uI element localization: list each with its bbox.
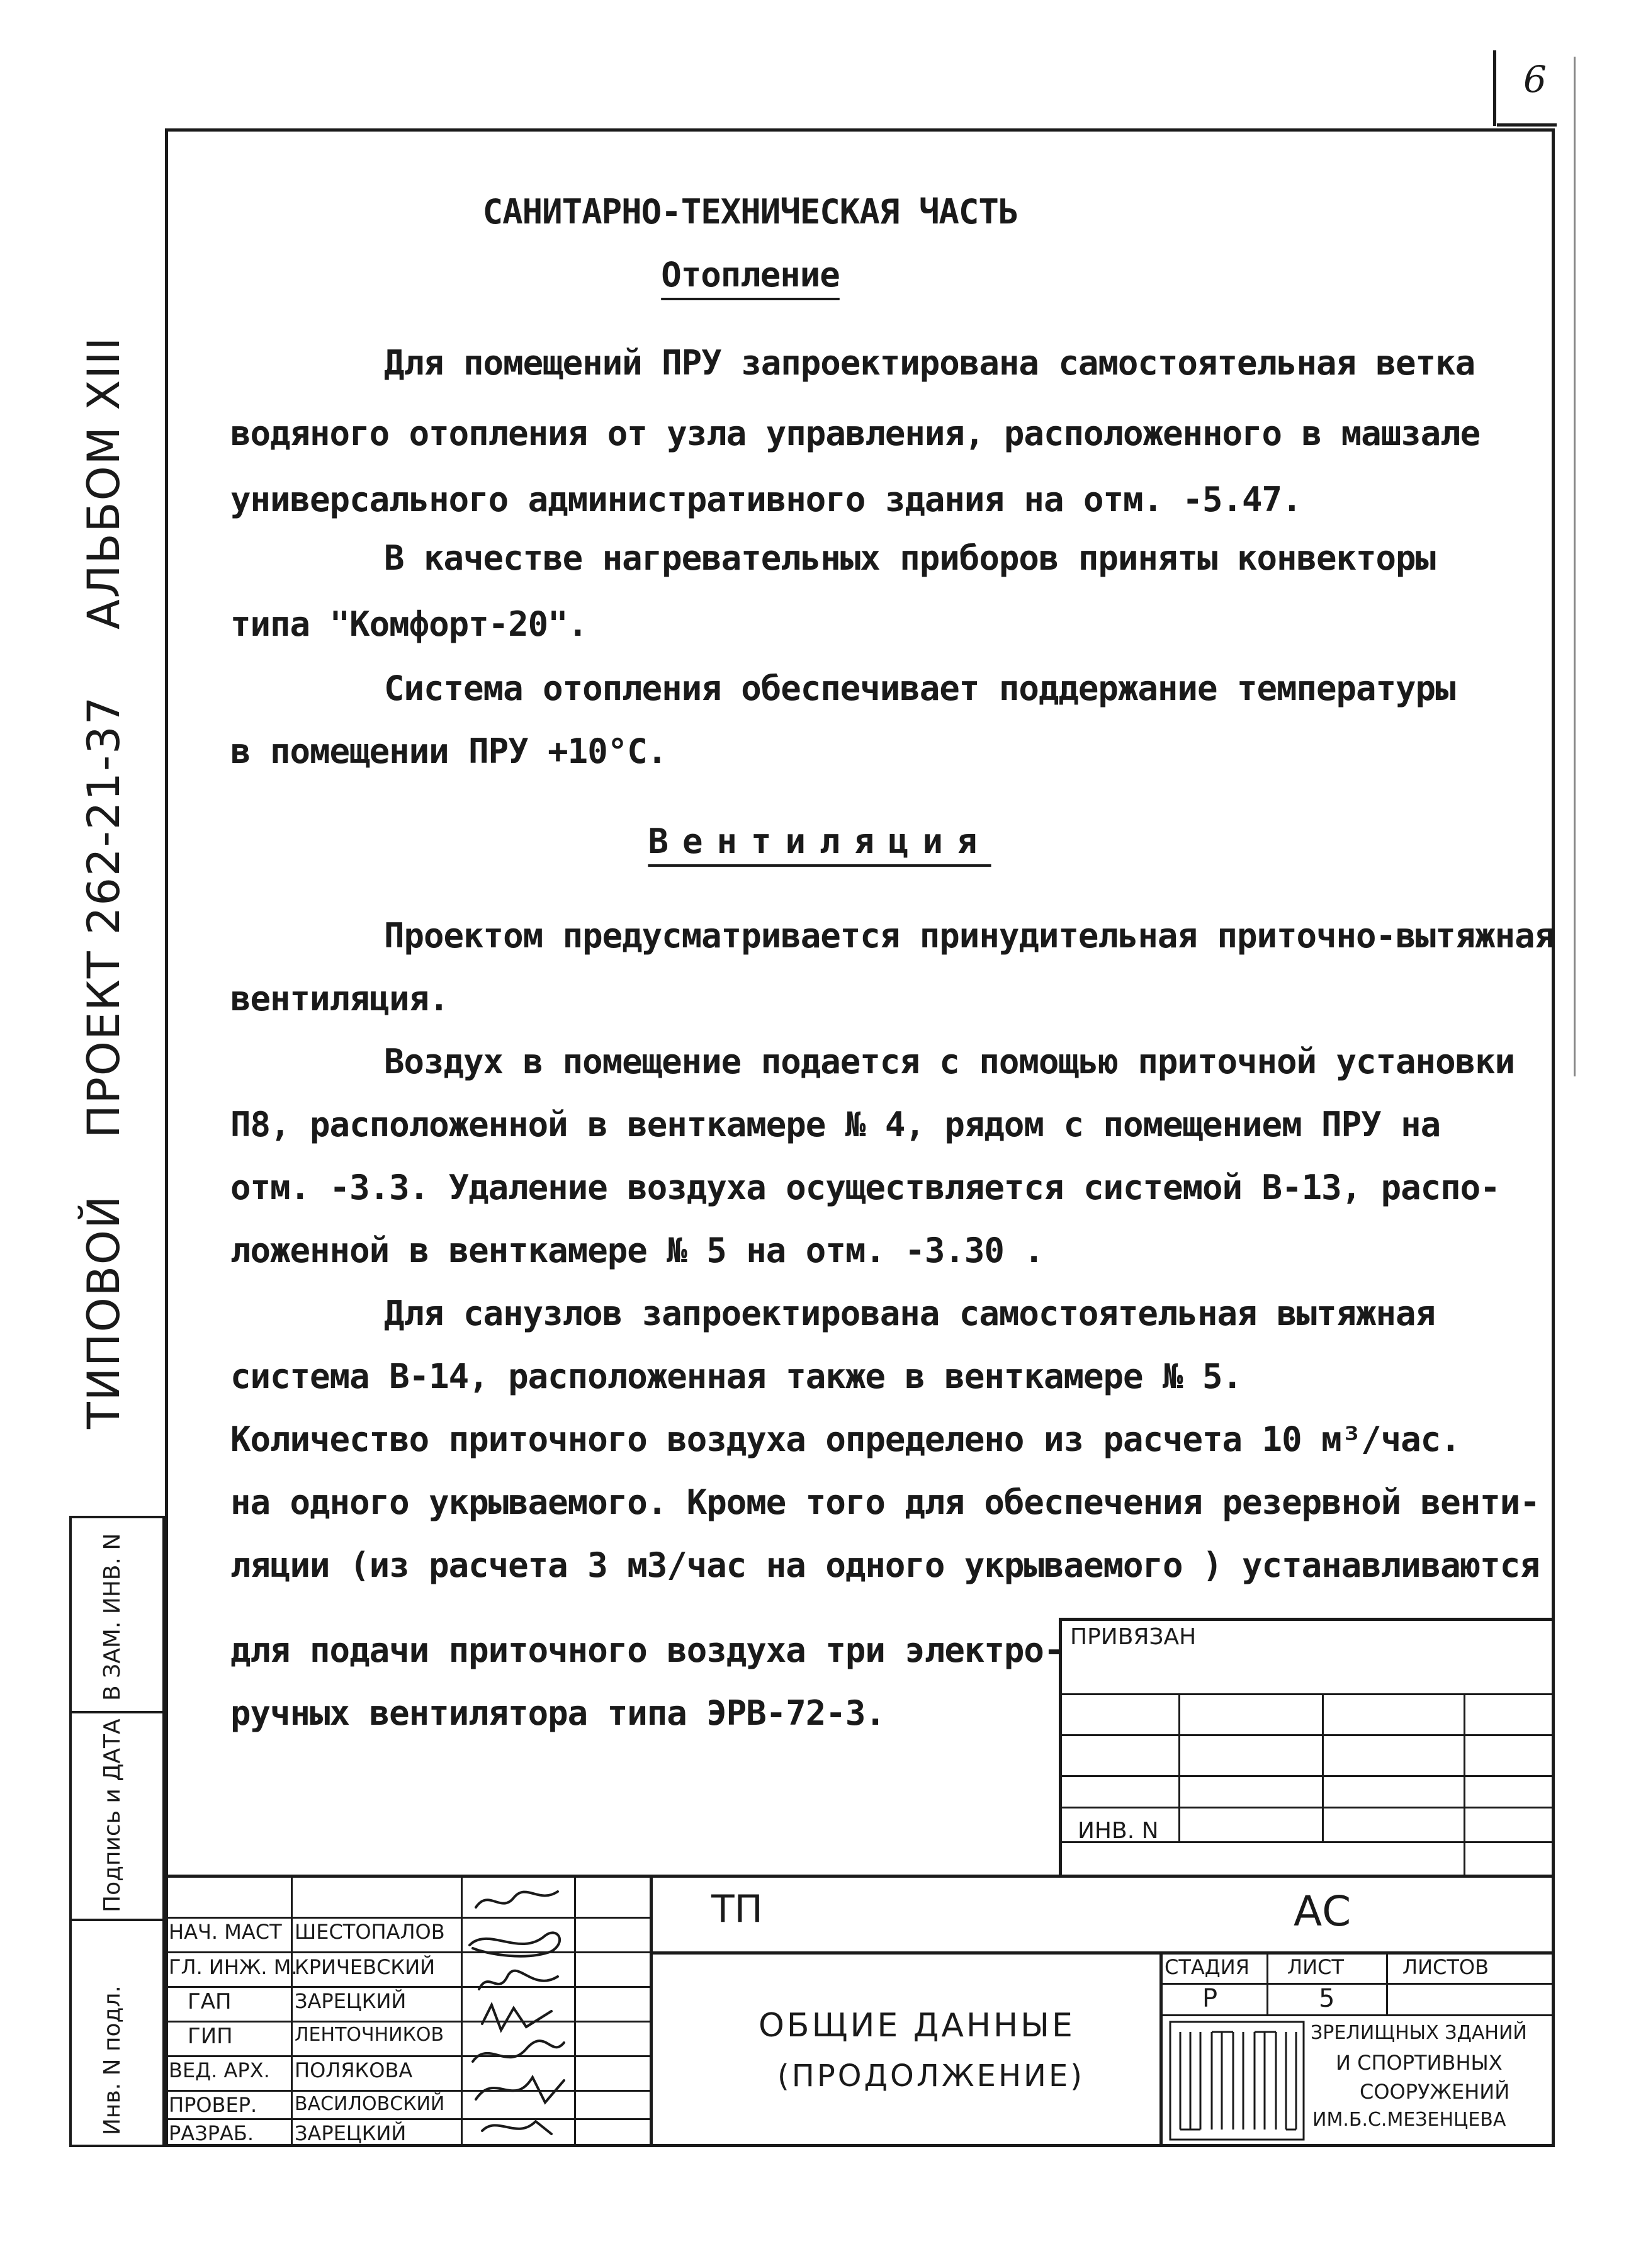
name-cell: ВАСИЛОВСКИЙ xyxy=(295,2093,445,2115)
side-cell-inv-zam: В ЗАМ. ИНВ. N xyxy=(69,1516,165,1711)
side-project: ПРОЕКТ 262-21-37 xyxy=(78,695,130,1138)
text-line: вентиляция. xyxy=(230,979,449,1018)
title-block-top-rule xyxy=(165,1875,1555,1878)
text-line: Система отопления обеспечивает поддержание температуры xyxy=(384,669,1455,708)
text-line: ложенной в венткамере № 5 на отм. -3.30 . xyxy=(230,1231,1044,1270)
privyazan-row-rule xyxy=(1059,1734,1555,1736)
title-block-col-rule xyxy=(1159,1951,1163,2147)
side-typical: ТИПОВОЙ xyxy=(78,1194,130,1429)
text-line: Количество приточного воздуха определено из расчета 10 м³/час. xyxy=(230,1419,1460,1459)
org-line: ИМ.Б.С.МЕЗЕНЦЕВА xyxy=(1312,2109,1506,2131)
sheet-title-line1: ОБЩИЕ ДАННЫЕ xyxy=(759,2007,1075,2045)
text-line: Проектом предусматривается принудительная приточно-вытяжная xyxy=(384,916,1555,956)
text-line: в помещении ПРУ +10°С. xyxy=(230,731,667,771)
scan-edge-line xyxy=(1574,57,1576,1076)
name-cell: ЗАРЕЦКИЙ xyxy=(295,2121,407,2145)
privyazan-row-rule xyxy=(1059,1807,1555,1808)
side-cell-inv-podl: Инв. N подл. xyxy=(69,1919,165,2147)
page-number-divider xyxy=(1493,50,1496,126)
title-block-row-rule xyxy=(650,1951,1555,1955)
signatures xyxy=(463,1882,577,2147)
section-title: САНИТАРНО-ТЕХНИЧЕСКАЯ ЧАСТЬ xyxy=(482,192,1018,232)
page-number: 6 xyxy=(1523,58,1547,101)
side-cell-sign-date: Подпись и ДАТА xyxy=(69,1711,165,1919)
sheets-label: ЛИСТОВ xyxy=(1402,1955,1489,1979)
sheet-label: ЛИСТ xyxy=(1287,1955,1344,1979)
text-line: водяного отопления от узла управления, расположенного в машзале xyxy=(230,414,1481,453)
role-cell: ГЛ. ИНЖ. М. xyxy=(169,1955,298,1979)
title-block-col-rule xyxy=(461,1875,463,2147)
privyazan-col-rule xyxy=(1178,1693,1180,1841)
privyazan-left-rule xyxy=(1059,1618,1062,1875)
role-cell: НАЧ. МАСТ xyxy=(169,1920,282,1944)
people-row-rule xyxy=(165,1986,650,1988)
page-number-rule xyxy=(1497,123,1557,127)
privyazan-col-rule xyxy=(1322,1693,1324,1841)
role-cell: ПРОВЕР. xyxy=(169,2093,257,2117)
sheet-title-line2: (ПРОДОЛЖЕНИЕ) xyxy=(777,2058,1085,2094)
name-cell: ШЕСТОПАЛОВ xyxy=(295,1920,445,1944)
section-heating: Отопление xyxy=(661,255,840,295)
people-row-rule xyxy=(165,2021,650,2023)
title-block-row-rule xyxy=(1159,1983,1555,1985)
text-line: типа "Комфорт-20". xyxy=(230,604,588,644)
people-row-rule xyxy=(165,2055,650,2057)
name-cell: КРИЧЕВСКИЙ xyxy=(295,1955,435,1979)
text-line: ручных вентилятора типа ЭРВ-72-3. xyxy=(230,1693,885,1733)
privyazan-top-rule xyxy=(1059,1618,1555,1621)
role-cell: ВЕД. АРХ. xyxy=(169,2058,270,2082)
title-block-col-rule xyxy=(1386,1951,1388,2014)
name-cell: ЗАРЕЦКИЙ xyxy=(295,1989,407,2013)
role-cell: РАЗРАБ. xyxy=(169,2121,254,2145)
stage-label: СТАДИЯ xyxy=(1165,1955,1250,1979)
name-cell: ЛЕНТОЧНИКОВ xyxy=(295,2024,444,2046)
org-line: ЗРЕЛИЩНЫХ ЗДАНИЙ xyxy=(1311,2022,1527,2044)
title-block-row-rule xyxy=(1159,2014,1555,2016)
role-cell: ГАП xyxy=(188,1989,232,2014)
title-block-col-rule xyxy=(650,1875,653,2147)
org-line: СООРУЖЕНИЙ xyxy=(1360,2080,1510,2104)
text-line: система В-14, расположенная также в венткамере № 5. xyxy=(230,1357,1243,1396)
cniiep-logo xyxy=(1168,2019,1306,2142)
section-ventilation: Вентиляция xyxy=(648,821,991,861)
role-cell: ГИП xyxy=(188,2024,233,2049)
stamp-mark: АС xyxy=(1294,1887,1351,1936)
privyazan-row-rule xyxy=(1059,1775,1555,1777)
text-line: на одного укрываемого. Кроме того для обеспечения резервной венти- xyxy=(230,1482,1540,1522)
title-block-col-rule xyxy=(1266,1951,1268,2014)
text-line: для подачи приточного воздуха три электро- xyxy=(230,1630,1064,1670)
side-album: АЛЬБОМ XIII xyxy=(78,336,130,629)
text-line: ляции (из расчета 3 м3/час на одного укрываемого ) устанавливаются xyxy=(230,1545,1540,1585)
org-logo-text xyxy=(1177,2118,1180,2119)
org-line: И СПОРТИВНЫХ xyxy=(1336,2051,1503,2075)
name-cell: ПОЛЯКОВА xyxy=(295,2058,413,2082)
people-row-rule xyxy=(165,2090,650,2092)
people-row-rule xyxy=(165,2118,650,2120)
privyazan-label: ПРИВЯЗАН xyxy=(1070,1624,1197,1650)
privyazan-col-rule xyxy=(1464,1693,1465,1875)
text-line: Для санузлов запроектирована самостоятельная вытяжная xyxy=(384,1294,1436,1333)
privyazan-row-rule xyxy=(1059,1693,1555,1695)
stage-value: Р xyxy=(1202,1984,1218,2013)
text-line: В качестве нагревательных приборов приняты конвекторы xyxy=(384,538,1436,578)
people-row-rule xyxy=(165,1951,650,1953)
stamp-code: ТП xyxy=(711,1887,763,1931)
text-line: П8, расположенной в венткамере № 4, рядом с помещением ПРУ на xyxy=(230,1105,1441,1144)
sheet-value: 5 xyxy=(1319,1984,1335,2013)
text-line: Воздух в помещение подается с помощью приточной установки xyxy=(384,1042,1515,1081)
text-line: отм. -3.3. Удаление воздуха осуществляется системой В-13, распо- xyxy=(230,1168,1500,1207)
title-block-col-rule xyxy=(291,1875,293,2147)
inv-n-label: ИНВ. N xyxy=(1078,1818,1159,1844)
people-row-rule xyxy=(165,1917,650,1919)
text-line: Для помещений ПРУ запроектирована самостоятельная ветка xyxy=(384,343,1475,383)
text-line: универсального административного здания на отм. -5.47. xyxy=(230,480,1302,519)
